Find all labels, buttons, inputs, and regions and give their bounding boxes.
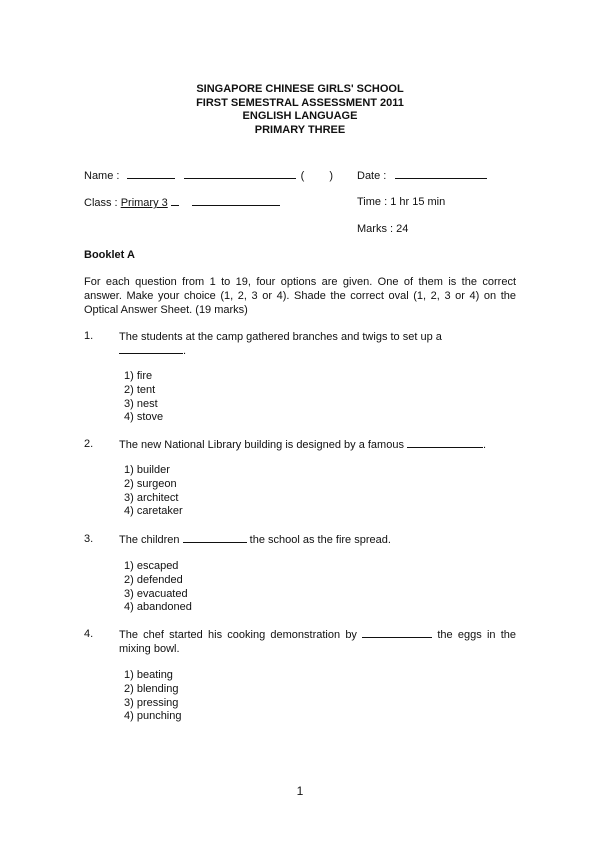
question-text-before: The students at the camp gathered branches and twigs to set up a <box>119 331 442 343</box>
class-blank-long <box>192 196 280 206</box>
class-value: Primary 3 <box>120 197 168 209</box>
question-text <box>119 533 516 547</box>
question-text-after: . <box>183 345 187 357</box>
booklet-title: Booklet A <box>84 249 135 261</box>
option-3: 3) pressing <box>124 696 179 709</box>
class-label: Class : <box>84 197 118 209</box>
class-blank-short <box>171 196 179 206</box>
option-1: 1) builder <box>124 464 170 476</box>
page-number: 1 <box>296 784 304 798</box>
question-text <box>119 330 516 358</box>
question-text-before: The children <box>119 534 180 546</box>
answer-blank <box>119 344 183 354</box>
options-list <box>124 464 183 519</box>
answer-blank <box>407 438 483 448</box>
option-3: 3) evacuated <box>124 587 188 600</box>
document-header <box>0 83 600 137</box>
option-1: 1) beating <box>124 669 173 681</box>
name-field <box>84 169 333 182</box>
class-field <box>84 196 280 209</box>
option-2: 2) surgeon <box>124 477 177 490</box>
level-title: PRIMARY THREE <box>254 123 346 136</box>
date-blank <box>395 169 487 179</box>
option-3: 3) nest <box>124 397 158 410</box>
option-4: 4) stove <box>124 411 164 424</box>
option-2: 2) defended <box>124 573 183 586</box>
date-label: Date : <box>357 170 387 182</box>
marks-field: Marks : 24 <box>357 223 409 235</box>
option-4: 4) abandoned <box>124 601 192 614</box>
register-paren-open: ( <box>300 170 305 182</box>
subject-title: ENGLISH LANGUAGE <box>242 110 358 122</box>
option-4: 4) caretaker <box>124 505 183 518</box>
assessment-title: FIRST SEMESTRAL ASSESSMENT 2011 <box>196 96 404 109</box>
name-blank-short <box>127 169 175 179</box>
answer-blank <box>362 628 432 638</box>
option-1: 1) fire <box>124 370 153 382</box>
question-number: 4. <box>84 628 94 640</box>
register-paren-close: ) <box>329 170 334 182</box>
option-2: 2) blending <box>124 682 179 695</box>
options-list <box>124 560 192 615</box>
option-4: 4) punching <box>124 710 182 723</box>
option-3: 3) architect <box>124 491 179 504</box>
question-text <box>119 628 516 656</box>
options-list <box>124 669 182 724</box>
question-number: 1. <box>84 330 94 342</box>
question-number: 2. <box>84 438 94 450</box>
date-field <box>357 169 487 182</box>
name-label: Name : <box>84 170 120 182</box>
name-blank-long <box>184 169 296 179</box>
question-text-after: the school as the fire spread. <box>249 534 391 546</box>
options-list <box>124 370 163 425</box>
option-1: 1) escaped <box>124 560 179 572</box>
question-text-after: . <box>483 439 487 451</box>
option-2: 2) tent <box>124 383 156 396</box>
question-text-before: The chef started his cooking demonstration by <box>119 629 357 641</box>
question-text-after: the eggs in the mixing bowl. <box>119 629 517 655</box>
time-field: Time : 1 hr 15 min <box>357 196 446 208</box>
answer-blank <box>183 533 247 543</box>
school-name: SINGAPORE CHINESE GIRLS' SCHOOL <box>196 83 404 95</box>
question-number: 3. <box>84 533 94 545</box>
question-text-before: The new National Library building is designed by a famous <box>119 439 404 451</box>
question-text <box>119 438 516 452</box>
instructions: For each question from 1 to 19, four options are given. One of them is the correct answer. Make your choice (1, 2, 3 or 4). Shade the correct oval (1, 2, 3 or 4) on the Optical Answer Sheet. (19 marks) <box>84 276 516 316</box>
